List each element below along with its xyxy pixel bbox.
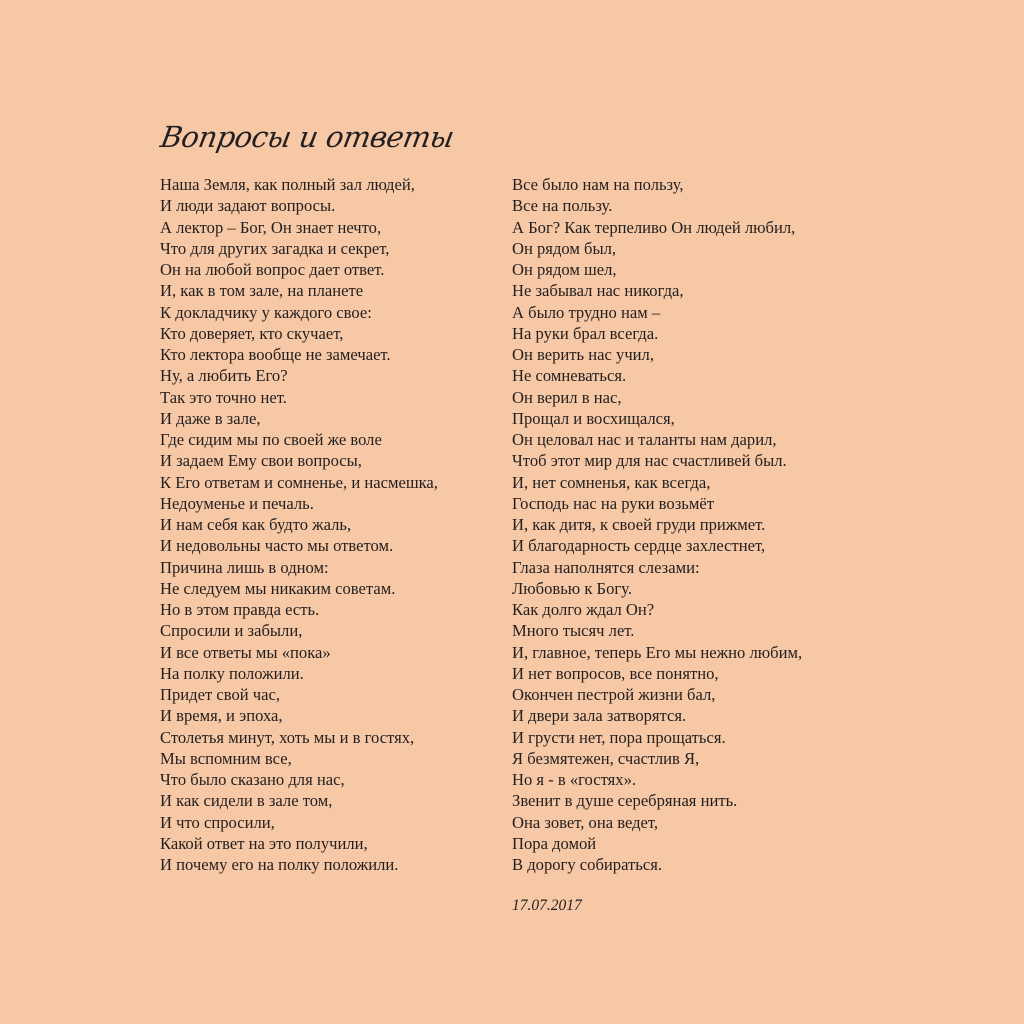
poem-line: Она зовет, она ведет,	[512, 812, 659, 832]
poem-line: Все было нам на пользу,	[512, 175, 684, 194]
poem-line: И двери зала затворятся.	[512, 706, 687, 726]
poem-line: На полку положили.	[160, 663, 304, 683]
poem-line: Но в этом правда есть.	[160, 600, 320, 619]
poem-line: Не следуем мы никаким советам.	[160, 578, 396, 598]
poem-line: К докладчику у каждого свое:	[160, 302, 372, 322]
poem-line: Как долго ждал Он?	[512, 600, 655, 619]
poem-line: И недовольны часто мы ответом.	[160, 536, 394, 556]
poem-line: Много тысяч лет.	[512, 621, 635, 641]
poem-line: Спросили и забыли,	[160, 621, 303, 641]
poem-line: И грусти нет, пора прощаться.	[512, 727, 726, 747]
poem-line: Не сомневаться.	[512, 366, 627, 386]
poem-line: Он на любой вопрос дает ответ.	[160, 260, 385, 279]
poem-line: В дорогу собираться.	[512, 855, 662, 874]
poem-line: Ну, а любить Его?	[160, 366, 288, 386]
poem-line: Он рядом был,	[512, 238, 617, 258]
poem-column-right	[512, 174, 802, 875]
poem-line: Кто доверяет, кто скучает,	[160, 323, 344, 343]
poem-line: И как сидели в зале том,	[160, 791, 333, 811]
poem-line: Кто лектора вообще не замечает.	[160, 345, 391, 364]
poem-line: И все ответы мы «пока»	[160, 642, 331, 662]
poem-line: Но я - в «гостях».	[512, 770, 637, 789]
poem-line: Окончен пестрой жизни бал,	[512, 685, 716, 704]
poem-line: И, главное, теперь Его мы нежно любим,	[512, 642, 803, 662]
poem-title: Вопросы и ответы	[158, 120, 457, 154]
poem-line: Господь нас на руки возьмёт	[512, 493, 714, 513]
poem-line: Глаза наполнятся слезами:	[512, 557, 700, 577]
poem-line: Какой ответ на это получили,	[160, 833, 368, 853]
poem-line: И задаем Ему свои вопросы,	[160, 451, 362, 471]
poem-line: А лектор – Бог, Он знает нечто,	[160, 217, 382, 237]
poem-line: И что спросили,	[160, 812, 275, 832]
poem-line: И нам себя как будто жаль,	[160, 515, 352, 534]
poem-line: И благодарность сердце захлестнет,	[512, 536, 766, 556]
poem-line: И, как в том зале, на планете	[160, 281, 364, 301]
poem-line: Не забывал нас никогда,	[512, 281, 684, 301]
poem-line: Столетья минут, хоть мы и в гостях,	[160, 727, 415, 747]
poem-line: И почему его на полку положили.	[160, 855, 399, 874]
poem-line: Чтоб этот мир для нас счастливей был.	[512, 451, 787, 471]
poem-line: И, как дитя, к своей груди прижмет.	[512, 515, 766, 534]
poem-line: Он верил в нас,	[512, 387, 622, 407]
poem-line: И, нет сомненья, как всегда,	[512, 472, 711, 492]
poem-line: К Его ответам и сомненье, и насмешка,	[160, 472, 438, 492]
poem-line: Мы вспомним все,	[160, 748, 292, 768]
poem-line: Наша Земля, как полный зал людей,	[160, 175, 415, 194]
poem-date: 17.07.2017	[512, 897, 582, 914]
poem-line: Пора домой	[512, 833, 597, 853]
poem-line: Прощал и восхищался,	[512, 408, 675, 428]
poem-line: Причина лишь в одном:	[160, 557, 329, 577]
poem-line: И люди задают вопросы.	[160, 196, 336, 216]
poem-line: Так это точно нет.	[160, 387, 287, 407]
poem-line: И даже в зале,	[160, 408, 261, 428]
poem-line: Где сидим мы по своей же воле	[160, 430, 382, 449]
poem-line: На руки брал всегда.	[512, 323, 659, 343]
poem-line: Я безмятежен, счастлив Я,	[512, 748, 700, 768]
poem-line: Он целовал нас и таланты нам дарил,	[512, 430, 777, 449]
poem-line: И нет вопросов, все понятно,	[512, 663, 719, 683]
poem-column-left	[160, 174, 438, 875]
poem-line: А Бог? Как терпеливо Он людей любил,	[512, 217, 796, 237]
poem-line: Все на пользу.	[512, 196, 613, 216]
poem-line: Что для других загадка и секрет,	[160, 238, 390, 258]
poem-line: Недоуменье и печаль.	[160, 493, 314, 513]
poem-line: А было трудно нам –	[512, 302, 661, 322]
poem-line: Он верить нас учил,	[512, 345, 654, 364]
poem-line: И время, и эпоха,	[160, 706, 283, 726]
poem-line: Придет свой час,	[160, 685, 281, 704]
poem-line: Звенит в душе серебряная нить.	[512, 791, 738, 811]
poem-line: Что было сказано для нас,	[160, 770, 345, 789]
poem-line: Любовью к Богу.	[512, 578, 632, 598]
poem-line: Он рядом шел,	[512, 260, 617, 279]
